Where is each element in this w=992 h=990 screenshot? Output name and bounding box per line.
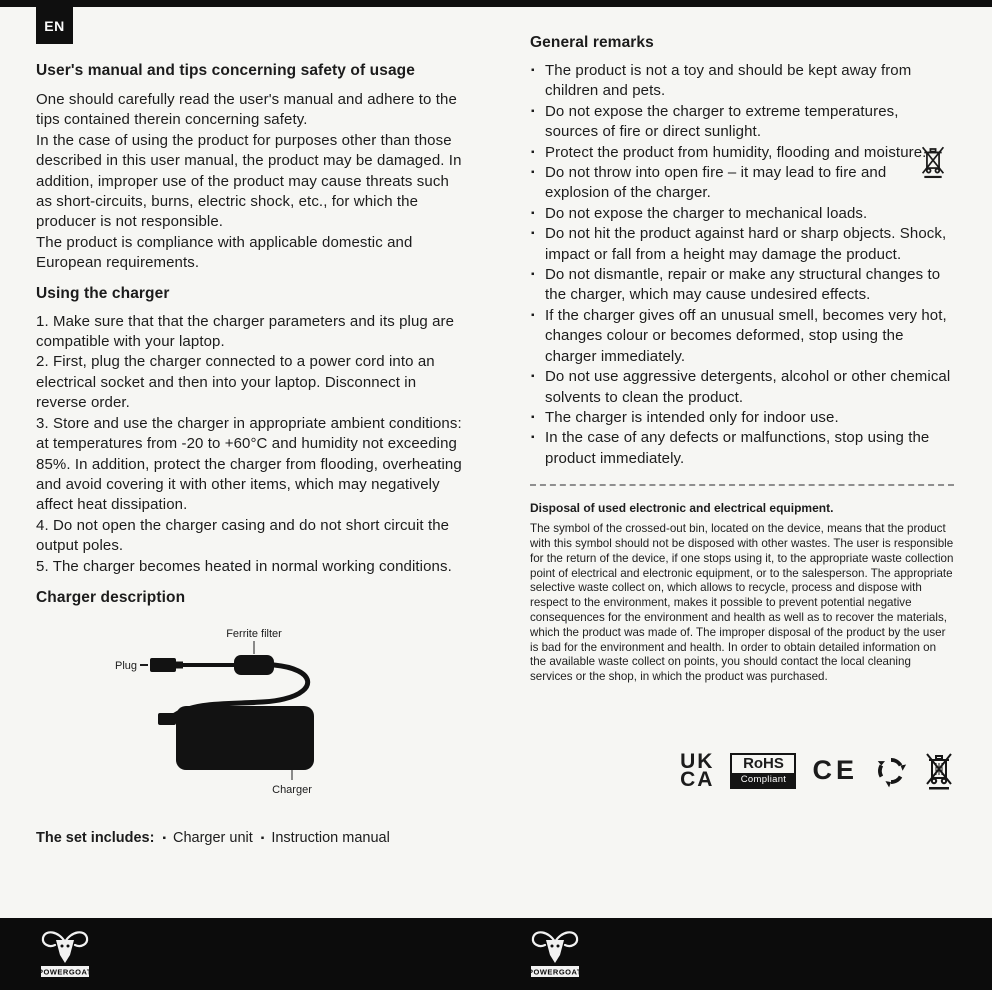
top-black-strip	[0, 0, 992, 7]
language-badge: EN	[36, 7, 73, 44]
powergoat-logo	[526, 925, 584, 983]
ce-mark: CE	[812, 755, 858, 786]
general-remark-item: ▪ If the charger gives off an unusual smell, becomes very hot, changes colour or becomes deformed, stop using the charger immediately.	[530, 306, 954, 367]
charger-brick-icon	[176, 706, 314, 770]
goat-head-icon	[546, 940, 564, 963]
goat-head-icon	[56, 940, 74, 963]
general-remark-item: ▪ Do not throw into open fire – it may lead to fire and explosion of the charger.	[530, 163, 954, 204]
general-remarks-list	[530, 61, 954, 469]
ukca-mark	[680, 749, 715, 791]
using-heading: Using the charger	[36, 284, 170, 302]
footer-bar	[0, 918, 992, 990]
plug-tip-icon	[176, 661, 183, 668]
general-remark-item: ▪ In the case of any defects or malfunctions, stop using the product immediately.	[530, 428, 954, 469]
disposal-body: The symbol of the crossed-out bin, located on the device, means that the product with this symbol should not be disposed with other wastes. The user is responsible for the return of the device, if one stops using it, to the appropriate waste collection point of electrical and electronic equipment, or to the salesperson. The appropriate selective waste collect on, which allows to recycle, process and dispose with respect to the environment, makes it possible to prevent potential negative consequences for the environment and health as well as to recover the materials, which the product was made of. The improper disposal of the product by the user is bad for the environment and health. In order to obtain detailed information on the available waste collect on points, you should contact the local cleaning services or the shop, in which the product was purchased.	[530, 522, 954, 684]
charger-diagram	[102, 625, 442, 805]
weee-crossed-bin-icon-small	[920, 144, 946, 180]
powergoat-logo	[36, 925, 94, 983]
rohs-mark	[730, 753, 796, 789]
charger-label: Charger	[272, 783, 312, 796]
safety-heading: User's manual and tips concerning safety of usage	[36, 62, 415, 79]
using-step: 3. Store and use the charger in appropriate ambient conditions: at temperatures from -20 to +60°C and humidity not exceeding 85%. In addition, protect the charger from flooding, overheating and avoid covering it with other items, which may negatively affect heat dissipation.	[36, 414, 462, 514]
rohs-subtitle: Compliant	[732, 773, 794, 787]
right-column	[530, 34, 954, 791]
set-includes-items	[154, 830, 389, 846]
set-includes-item: ▪ Instruction manual	[261, 830, 390, 846]
safety-paragraph: The product is compliance with applicable domestic and European requirements.	[36, 233, 413, 272]
safety-paragraph: In the case of using the product for purposes other than those described in this user manual, the product may be damaged. In addition, improper use of the product may cause threats such as short-circuits, burns, electric shock, etc., for which the producer is not responsible.	[36, 131, 462, 231]
certification-marks-row	[530, 751, 954, 791]
general-remarks-heading: General remarks	[530, 34, 654, 51]
general-remark-item: ▪ Do not use aggressive detergents, alcohol or other chemical solvents to clean the product.	[530, 367, 954, 408]
safety-paragraphs	[36, 90, 468, 274]
using-step: 2. First, plug the charger connected to a power cord into an electrical socket and then into your laptop. Disconnect in reverse order.	[36, 353, 435, 412]
using-step: 1. Make sure that that the charger parameters and its plug are compatible with your laptop.	[36, 312, 455, 351]
rohs-title: RoHS	[743, 754, 784, 772]
recycling-icon	[874, 754, 908, 788]
plug-label: Plug	[115, 659, 138, 672]
brand-name: POWERGOAT	[38, 967, 92, 977]
safety-paragraph: One should carefully read the user's manual and adhere to the tips contained therein concerning safety.	[36, 91, 457, 129]
general-remark-item: ▪ The product is not a toy and should be kept away from children and pets.	[530, 61, 954, 102]
general-remark-item: ▪ Do not expose the charger to extreme temperatures, sources of fire or direct sunlight.	[530, 102, 954, 143]
ferrite-filter-icon	[234, 655, 274, 675]
charger-inlet-icon	[158, 713, 176, 725]
disposal-heading: Disposal of used electronic and electrical equipment.	[530, 501, 834, 516]
ukca-line2: CA	[680, 767, 715, 791]
using-step: 5. The charger becomes heated in normal working conditions.	[36, 557, 452, 575]
general-remark-item: ▪ Do not expose the charger to mechanical loads.	[530, 204, 954, 224]
using-step: 4. Do not open the charger casing and do not short circuit the output poles.	[36, 516, 450, 555]
general-remark-item: ▪ Protect the product from humidity, flooding and moisture.	[530, 143, 954, 163]
set-includes-line	[36, 829, 468, 849]
general-remark-item: ▪ The charger is intended only for indoor use.	[530, 408, 954, 428]
dashed-divider	[530, 484, 954, 486]
plug-connector-icon	[150, 658, 176, 672]
set-includes-item: ▪ Charger unit	[162, 830, 252, 846]
general-remark-item: ▪ Do not hit the product against hard or sharp objects. Shock, impact or fall from a height may damage the product.	[530, 224, 954, 265]
charger-description-heading: Charger description	[36, 588, 186, 606]
left-column	[36, 62, 468, 863]
weee-crossed-bin-icon	[924, 751, 954, 791]
set-includes-label: The set includes:	[36, 829, 155, 846]
using-steps	[36, 312, 468, 577]
general-remark-item: ▪ Do not dismantle, repair or make any structural changes to the charger, which may cause undesired effects.	[530, 265, 954, 306]
ukca-line1: UK	[680, 749, 715, 773]
brand-name: POWERGOAT	[528, 967, 582, 977]
ferrite-filter-label: Ferrite filter	[226, 627, 282, 640]
